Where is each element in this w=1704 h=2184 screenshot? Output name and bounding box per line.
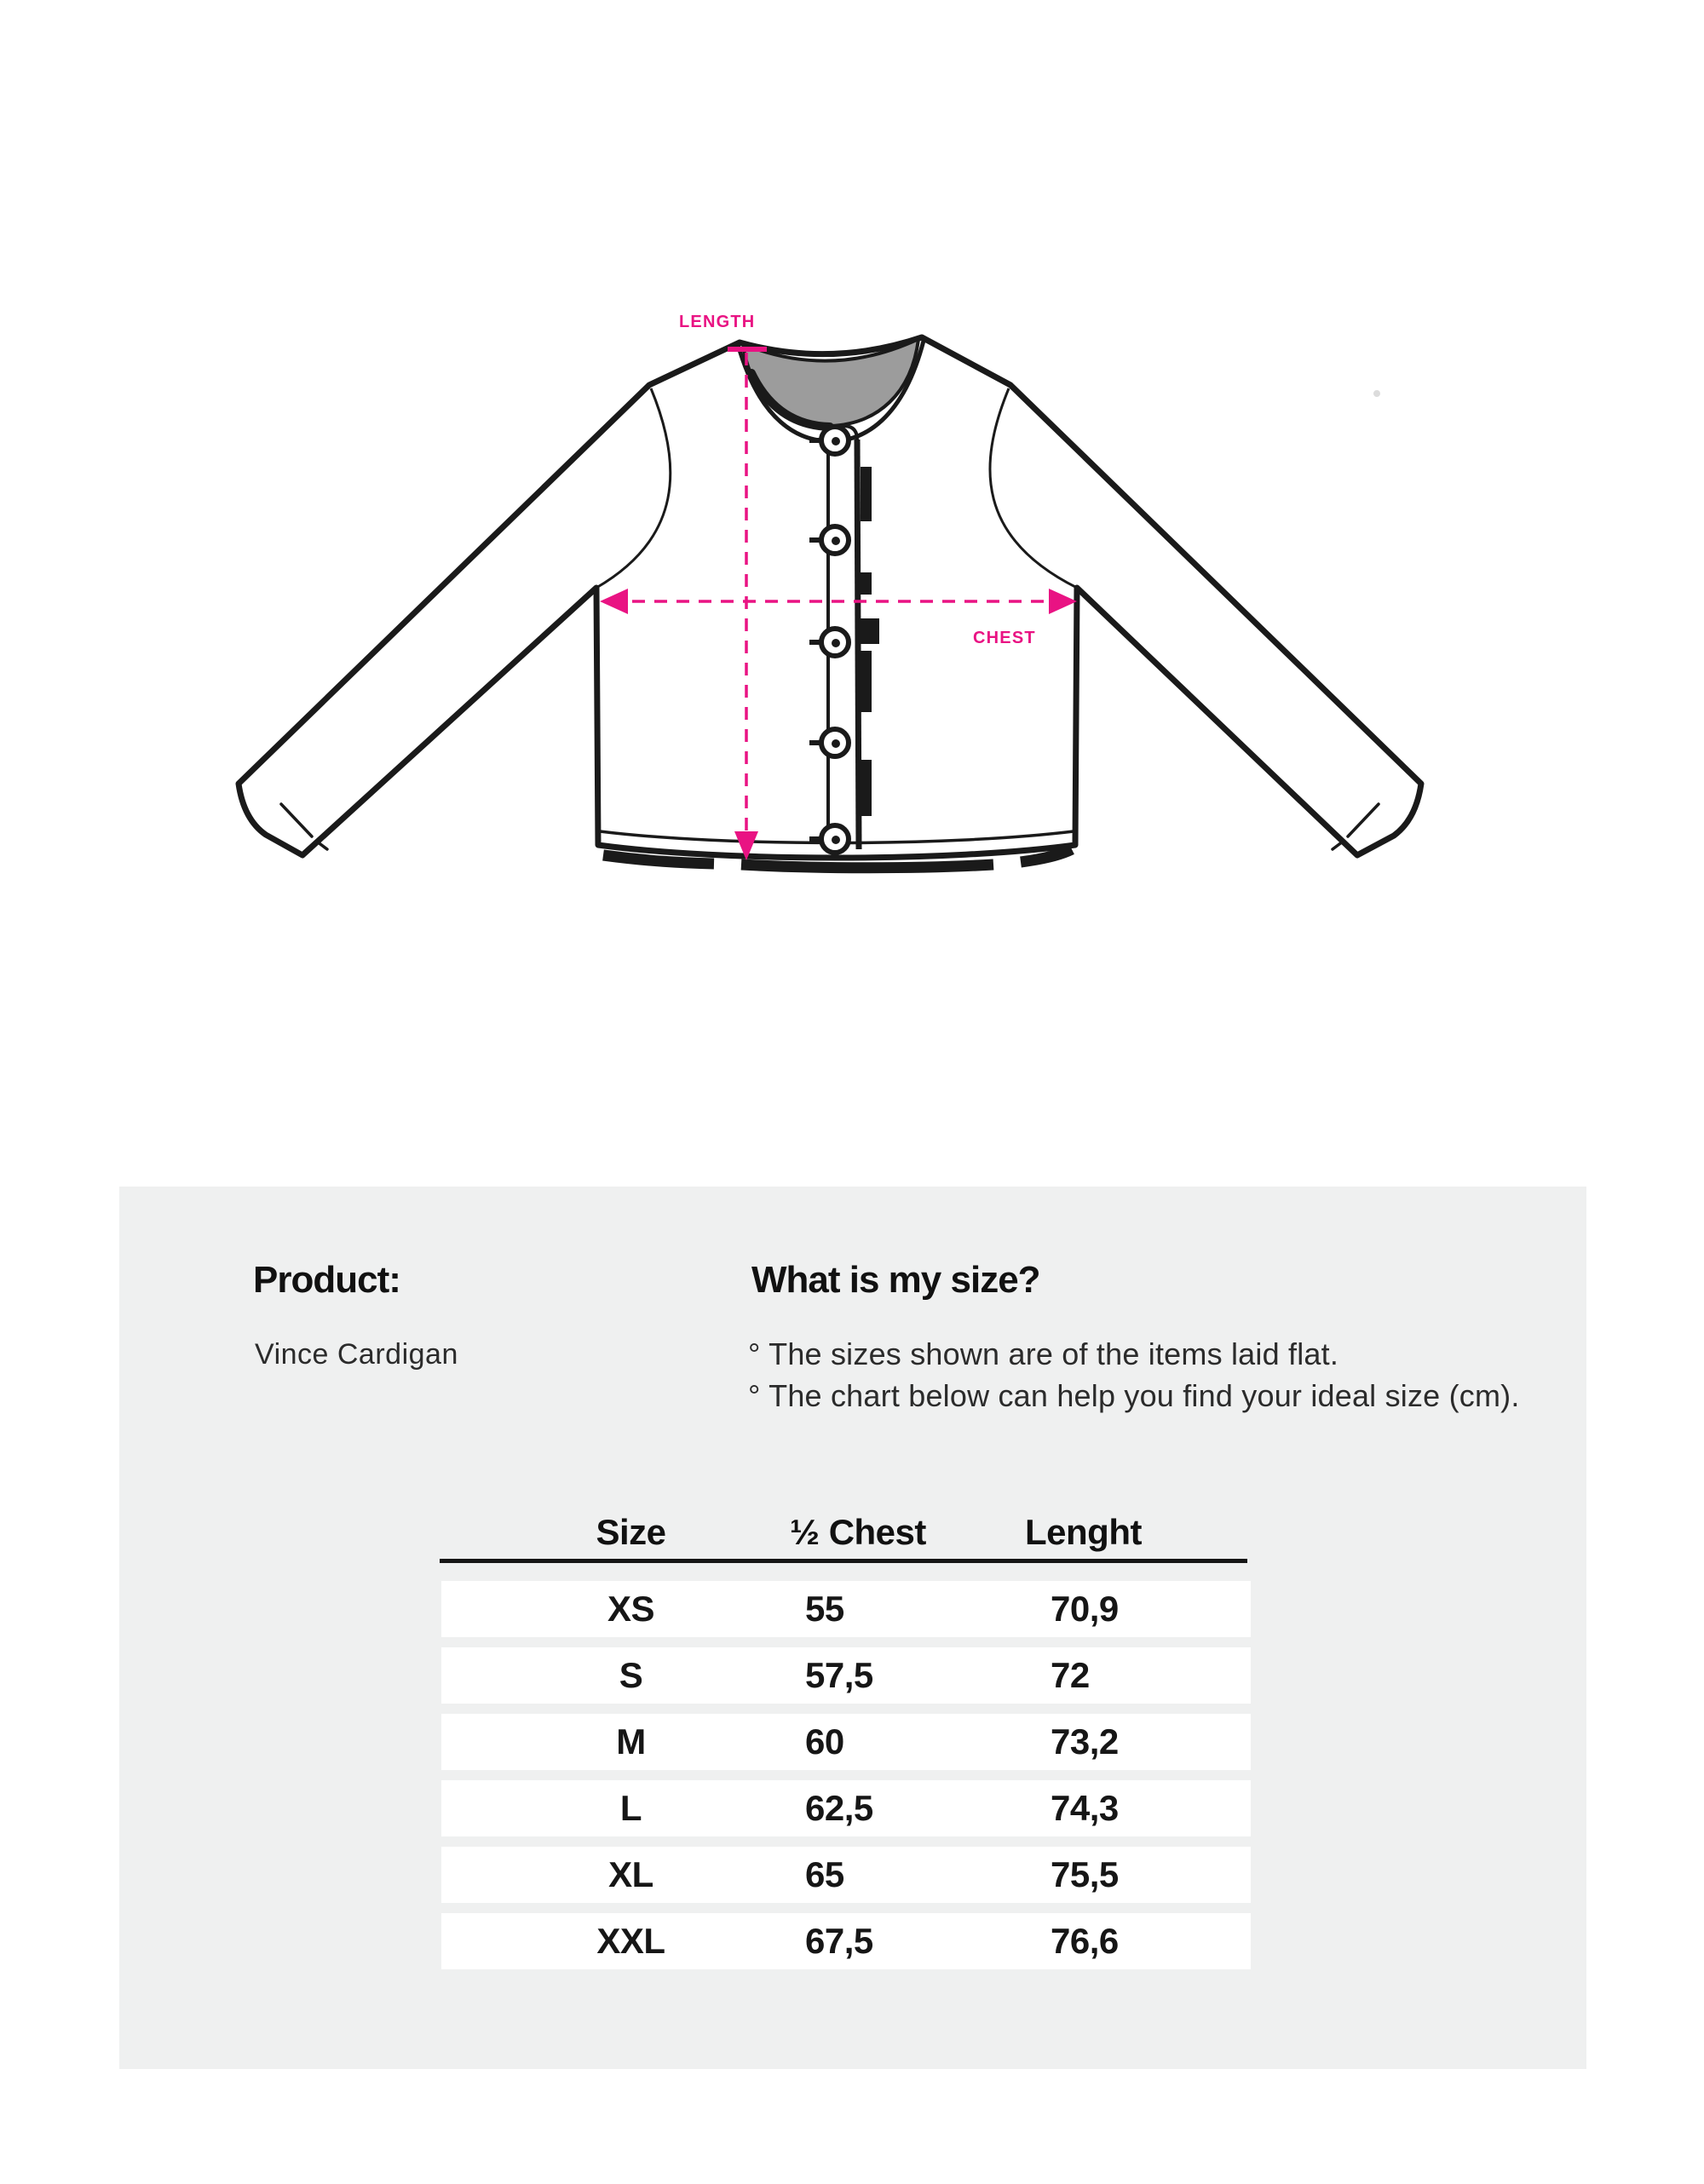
size-info-panel: [119, 1187, 1586, 2069]
length-measure-label: LENGTH: [679, 313, 756, 331]
table-row: [441, 1581, 1251, 1637]
length-cell: 70,9: [1051, 1589, 1119, 1629]
length-cell: 72: [1051, 1655, 1090, 1695]
product-heading: Product:: [253, 1259, 400, 1301]
table-row: [441, 1647, 1251, 1704]
chest-cell: 65: [805, 1854, 844, 1894]
size-cell: L: [619, 1788, 642, 1828]
table-row: [441, 1714, 1251, 1770]
size-cell: XXL: [596, 1921, 665, 1961]
placket-front-edge: [857, 440, 859, 849]
table-row: [441, 1780, 1251, 1836]
table-header-rule: [440, 1559, 1247, 1563]
column-header-half-chest: ½ Chest: [790, 1512, 926, 1552]
length-cell: 73,2: [1051, 1721, 1119, 1762]
chest-cell: 67,5: [805, 1921, 873, 1961]
size-note: ° The sizes shown are of the items laid flat.: [748, 1336, 1339, 1371]
length-cell: 75,5: [1051, 1854, 1119, 1894]
chest-measure-label: CHEST: [973, 629, 1036, 647]
size-cell: XS: [607, 1589, 655, 1629]
size-cell: M: [616, 1721, 646, 1762]
table-row: [441, 1913, 1251, 1969]
length-cell: 74,3: [1051, 1788, 1119, 1828]
chest-cell: 57,5: [805, 1655, 873, 1695]
chest-cell: 60: [805, 1721, 844, 1762]
table-row: [441, 1847, 1251, 1903]
scan-artifact: [1373, 390, 1380, 397]
chest-cell: 62,5: [805, 1788, 873, 1828]
column-header-size: Size: [596, 1512, 666, 1552]
size-cell: XL: [608, 1854, 653, 1894]
column-header-length: Lenght: [1025, 1512, 1142, 1552]
product-name: Vince Cardigan: [255, 1338, 458, 1371]
length-cell: 76,6: [1051, 1921, 1119, 1961]
size-note: ° The chart below can help you find your ideal size (cm).: [748, 1378, 1520, 1413]
chest-cell: 55: [805, 1589, 844, 1629]
size-cell: S: [619, 1655, 643, 1695]
size-notes: [748, 1333, 1520, 1417]
size-question-heading: What is my size?: [751, 1259, 1040, 1301]
